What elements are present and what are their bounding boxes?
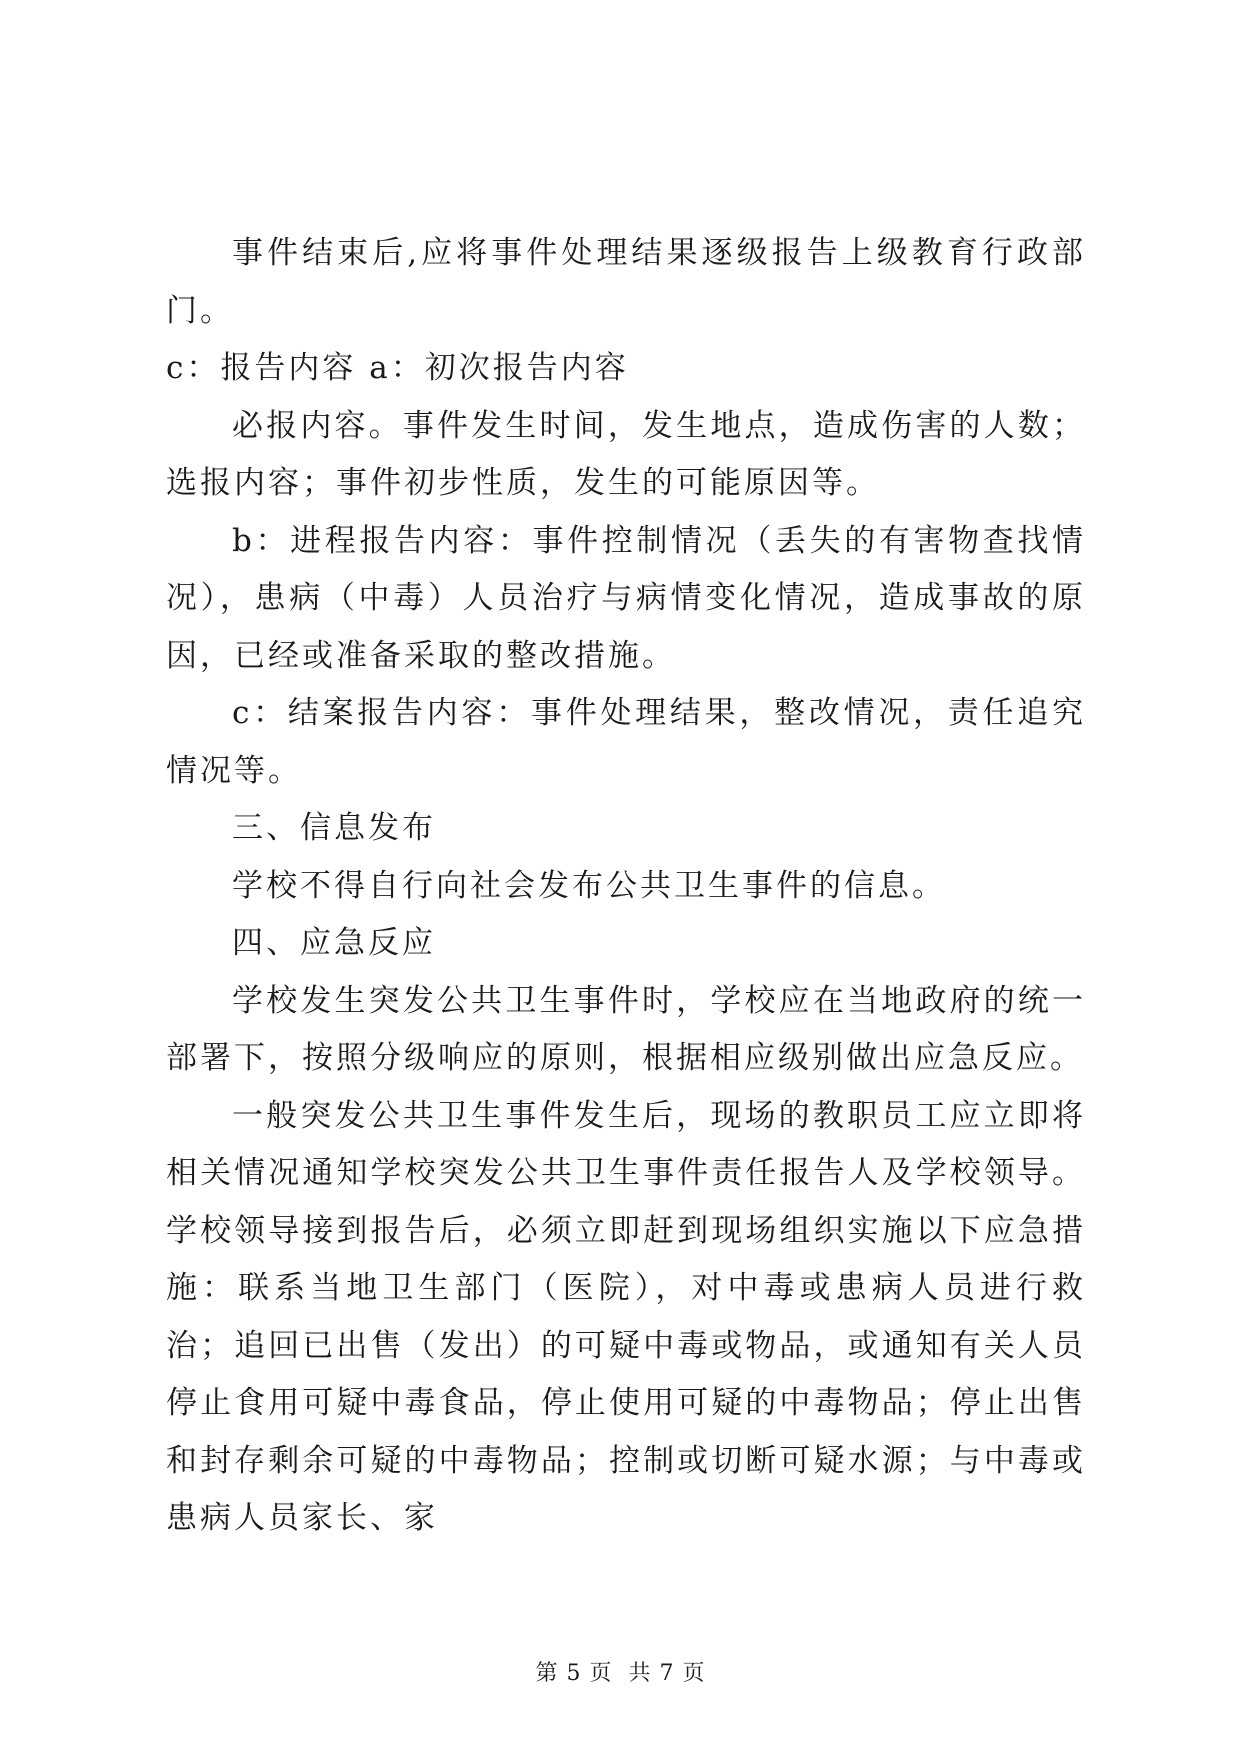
paragraph-emergency-principle: 学校发生突发公共卫生事件时，学校应在当地政府的统一部署下，按照分级响应的原则，根据相应级别做出应急反应。 [166, 982, 1086, 1076]
section-heading-emergency-response: 四、应急反应 [232, 925, 436, 961]
paragraph-progress-report: b：进程报告内容：事件控制情况（丢失的有害物查找情况），患病（中毒）人员治疗与病情变化情况，造成事故的原因，已经或准备采取的整改措施。 [166, 522, 1086, 674]
paragraph-report-result: 事件结束后,应将事件处理结果逐级报告上级教育行政部门。 [166, 235, 1086, 329]
paragraph-report-content-heading: c：报告内容 a：初次报告内容 [166, 350, 629, 386]
paragraph-closing-report: c：结案报告内容：事件处理结果，整改情况，责任追究情况等。 [166, 695, 1086, 789]
section-heading-info-release: 三、信息发布 [232, 810, 436, 846]
page-footer [0, 1656, 1241, 1687]
page-number: 第 5 页 共 7 页 [535, 1661, 706, 1686]
paragraph-initial-report: 必报内容。事件发生时间，发生地点，造成伤害的人数；选报内容；事件初步性质，发生的可能原因等。 [166, 407, 1086, 501]
document-body [166, 225, 1086, 1548]
paragraph-info-release: 学校不得自行向社会发布公共卫生事件的信息。 [232, 867, 946, 904]
paragraph-emergency-measures: 一般突发公共卫生事件发生后，现场的教职员工应立即将相关情况通知学校突发公共卫生事件责任报告人及学校领导。学校领导接到报告后，必须立即赶到现场组织实施以下应急措施：联系当地卫生部门（医院），对中毒或患病人员进行救治；追回已出售（发出）的可疑中毒或物品，或通知有关人员停止食用可疑中毒食品，停止使用可疑的中毒物品；停止出售和封存剩余可疑的中毒物品；控制或切断可疑水源；与中毒或患病人员家长、家 [166, 1097, 1086, 1536]
